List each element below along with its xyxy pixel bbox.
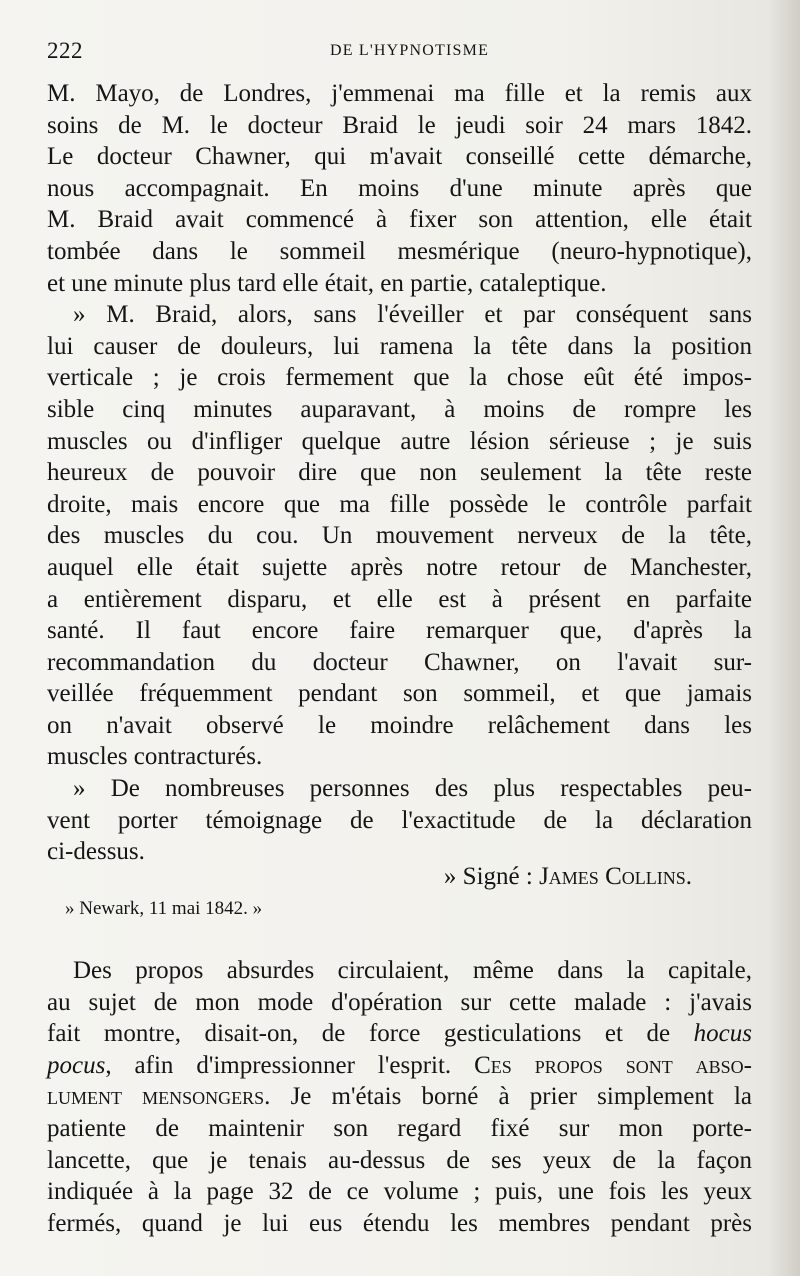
letter-line: vent porter témoignage de l'exactitude de la déclaration [47,806,752,834]
paragraph-line: fermés, quand je lui eus étendu les membres pendant près [47,1209,752,1237]
letter-line: santé. Il faut encore faire remarquer que, d'après la [47,617,752,645]
paragraph-line: indiquée à la page 32 de ce volume ; puis, une fois les yeux [47,1178,752,1206]
page-header [47,38,752,70]
letter-line: muscles ou d'infliger quelque autre lésion sérieuse ; je suis [47,427,752,455]
letter-line: sible cinq minutes auparavant, à moins de rompre les [47,395,752,423]
letter-line: tombée dans le sommeil mesmérique (neuro-hypnotique), [47,237,752,265]
letter-text [47,78,752,868]
italic-phrase: hocus [693,1020,752,1048]
letter-line: on n'avait observé le moindre relâchement dans les [47,711,752,739]
running-title: DE L'HYPNOTISME [329,42,490,59]
author-paragraph [47,955,752,1239]
letter-line: veillée fréquemment pendant son sommeil, et que jamais [47,680,752,708]
signature-block [47,860,752,924]
letter-line: lui causer de douleurs, lui ramena la tête dans la position [47,332,752,360]
paragraph-line: pocus, afin d'impressionner l'esprit. Ces propos sont abso- [47,1051,752,1079]
letter-line: recommandation du docteur Chawner, on l'avait sur- [47,648,752,676]
letter-line: » M. Braid, alors, sans l'éveiller et par conséquent sans [73,301,752,329]
small-caps-phrase: lument mensongers [47,1083,265,1111]
page-number: 222 [47,38,83,63]
dateline: » Newark, 11 mai 1842. » [65,898,263,919]
italic-phrase: pocus [47,1051,106,1079]
letter-line: M. Mayo, de Londres, j'emmenai ma fille et la remis aux [47,80,752,107]
paragraph-line: lument mensongers. Je m'étais borné à prier simplement la [47,1083,752,1111]
letter-line: Le docteur Chawner, qui m'avait conseillé cette démarche, [47,143,752,171]
letter-line: droite, mais encore que ma fille possède le contrôle parfait [47,490,752,518]
letter-line: et une minute plus tard elle était, en partie, cataleptique. [47,269,607,297]
letter-line: a entièrement disparu, et elle est à présent en parfaite [47,585,752,613]
signature-line: » Signé : James Collins. [443,863,692,890]
letter-line: nous accompagnait. En moins d'une minute après que [47,174,752,202]
letter-line: des muscles du cou. Un mouvement nerveux de la tête, [47,522,752,550]
small-caps-phrase: Ces propos sont abso- [474,1051,752,1079]
paragraph-line: fait montre, disait-on, de force gesticulations et de hocus [47,1020,752,1048]
letter-line: auquel elle était sujette après notre retour de Manchester, [47,553,752,581]
paragraph-line: Des propos absurdes circulaient, même dans la capitale, [73,957,752,984]
letter-line: heureux de pouvoir dire que non seulement la tête reste [47,459,752,487]
letter-line: M. Braid avait commencé à fixer son attention, elle était [47,206,752,234]
letter-line: ci-dessus. [47,838,145,866]
letter-line: soins de M. le docteur Braid le jeudi soir 24 mars 1842. [47,111,752,139]
signatory-name: James Collins. [539,863,692,890]
paragraph-line: au sujet de mon mode d'opération sur cette malade : j'avais [47,988,752,1016]
paragraph-line: lancette, que je tenais au-dessus de ses yeux de la façon [47,1146,752,1174]
letter-line: verticale ; je crois fermement que la chose eût été impos- [47,364,752,392]
letter-line: » De nombreuses personnes des plus respectables peu- [73,775,752,803]
letter-line: muscles contracturés. [47,743,263,771]
paragraph-line: patiente de maintenir son regard fixé sur mon porte- [47,1114,752,1142]
